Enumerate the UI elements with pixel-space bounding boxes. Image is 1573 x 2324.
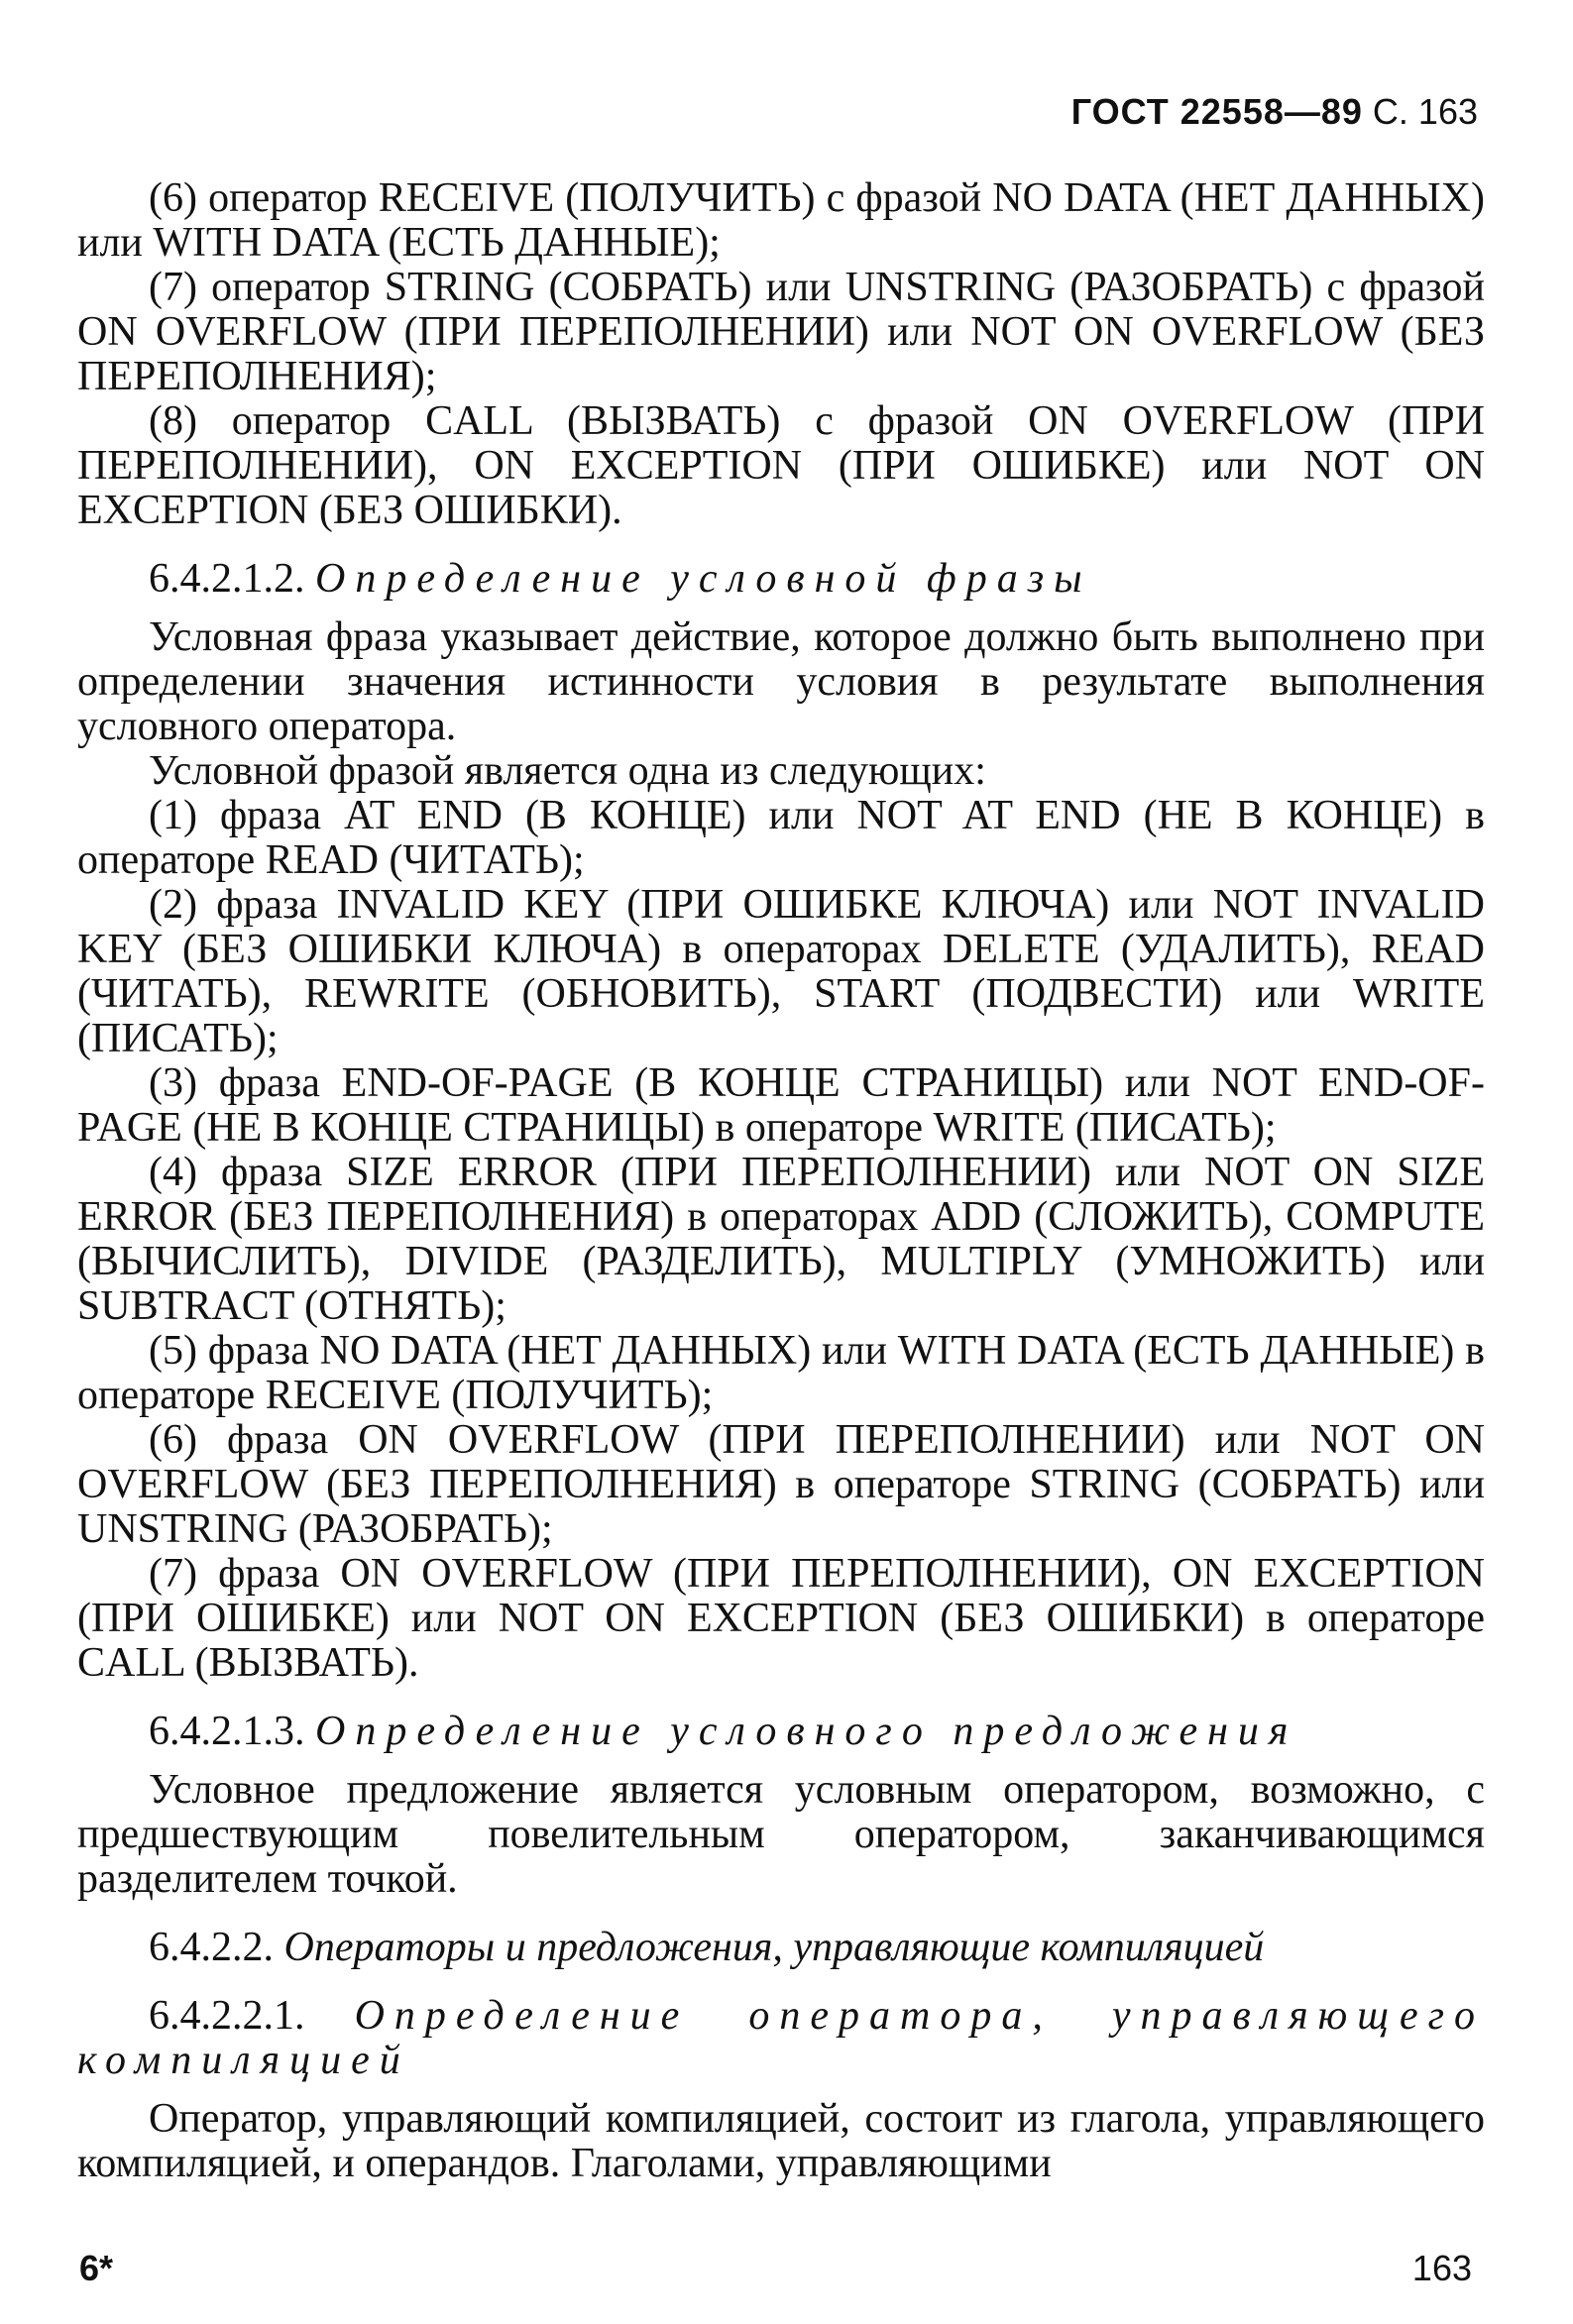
section-number: 6.4.2.2.1. — [149, 1993, 305, 2039]
section-title: Определение условного предложения — [315, 1709, 1298, 1754]
paragraph: Оператор, управляющий компиляцией, состоит из глагола, управляющего компиляцией, и операндов. Глаголами, управляющими — [77, 2096, 1485, 2186]
list-item: (4) фраза SIZE ERROR (ПРИ ПЕРЕПОЛНЕНИИ) или NOT ON SIZE ERROR (БЕЗ ПЕРЕПОЛНЕНИЯ) в операторах ADD (СЛОЖИТЬ), COMPUTE (ВЫЧИСЛИТЬ), DIVIDE (РАЗДЕЛИТЬ), MULTIPLY (УМНОЖИТЬ) или SUBTRACT (ОТНЯТЬ); — [77, 1150, 1485, 1329]
list-item: (3) фраза END-OF-PAGE (В КОНЦЕ СТРАНИЦЫ) или NOT END-OF-PAGE (НЕ В КОНЦЕ СТРАНИЦЫ) в операторе WRITE (ПИСАТЬ); — [77, 1060, 1485, 1151]
header-page-ref: С. 163 — [1372, 91, 1478, 132]
signature-mark: 6* — [79, 2248, 114, 2288]
section-heading — [77, 557, 1485, 602]
paragraph: (7) оператор STRING (СОБРАТЬ) или UNSTRING (РАЗОБРАТЬ) с фразой ON OVERFLOW (ПРИ ПЕРЕПОЛНЕНИИ) или NOT ON OVERFLOW (БЕЗ ПЕРЕПОЛНЕНИЯ); — [77, 265, 1485, 399]
list-item: (6) фраза ON OVERFLOW (ПРИ ПЕРЕПОЛНЕНИИ) или NOT ON OVERFLOW (БЕЗ ПЕРЕПОЛНЕНИЯ) в операторе STRING (СОБРАТЬ) или UNSTRING (РАЗОБРАТЬ); — [77, 1417, 1485, 1552]
document-body — [77, 176, 1485, 2186]
standard-code: ГОСТ 22558—89 — [1070, 91, 1363, 132]
list-item: (5) фраза NO DATA (НЕТ ДАННЫХ) или WITH DATA (ЕСТЬ ДАННЫЕ) в операторе RECEIVE (ПОЛУЧИТЬ); — [77, 1328, 1485, 1418]
section-title: Определение условной фразы — [315, 556, 1092, 602]
paragraph: (8) оператор CALL (ВЫЗВАТЬ) с фразой ON OVERFLOW (ПРИ ПЕРЕПОЛНЕНИИ), ON EXCEPTION (ПРИ ОШИБКЕ) или NOT ON EXCEPTION (БЕЗ ОШИБКИ). — [77, 398, 1485, 533]
paragraph: Условное предложение является условным оператором, возможно, с предшествующим повелительным оператором, заканчивающимся разделителем точкой. — [77, 1767, 1485, 1902]
section-heading — [77, 1994, 1485, 2083]
paragraph: Условной фразой является одна из следующих: — [149, 748, 986, 794]
section-title: Определение оператора, управляющего компиляцией — [77, 1993, 1486, 2083]
page-number: 163 — [1411, 2248, 1472, 2288]
section-title: Операторы и предложения, управляющие компиляцией — [283, 1925, 1265, 1970]
paragraph: (6) оператор RECEIVE (ПОЛУЧИТЬ) с фразой NO DATA (НЕТ ДАННЫХ) или WITH DATA (ЕСТЬ ДАННЫЕ); — [77, 175, 1485, 266]
page-header — [1071, 91, 1478, 133]
section-heading — [77, 1710, 1485, 1754]
section-number: 6.4.2.2. — [149, 1925, 274, 1970]
list-item: (7) фраза ON OVERFLOW (ПРИ ПЕРЕПОЛНЕНИИ), ON EXCEPTION (ПРИ ОШИБКЕ) или NOT ON EXCEPTION (БЕЗ ОШИБКИ) в операторе CALL (ВЫЗВАТЬ). — [77, 1551, 1485, 1686]
paragraph: Условная фраза указывает действие, которое должно быть выполнено при определении значения истинности условия в результате выполнения условного оператора. — [77, 614, 1485, 749]
section-number: 6.4.2.1.2. — [149, 556, 305, 602]
section-heading — [77, 1926, 1485, 1970]
section-number: 6.4.2.1.3. — [149, 1709, 305, 1754]
list-item: (2) фраза INVALID KEY (ПРИ ОШИБКЕ КЛЮЧА) или NOT INVALID KEY (БЕЗ ОШИБКИ КЛЮЧА) в операторах DELETE (УДАЛИТЬ), READ (ЧИТАТЬ), REWRITE (ОБНОВИТЬ), START (ПОДВЕСТИ) или WRITE (ПИСАТЬ); — [77, 882, 1485, 1061]
list-item: (1) фраза AT END (В КОНЦЕ) или NOT AT END (НЕ В КОНЦЕ) в операторе READ (ЧИТАТЬ); — [77, 793, 1485, 883]
